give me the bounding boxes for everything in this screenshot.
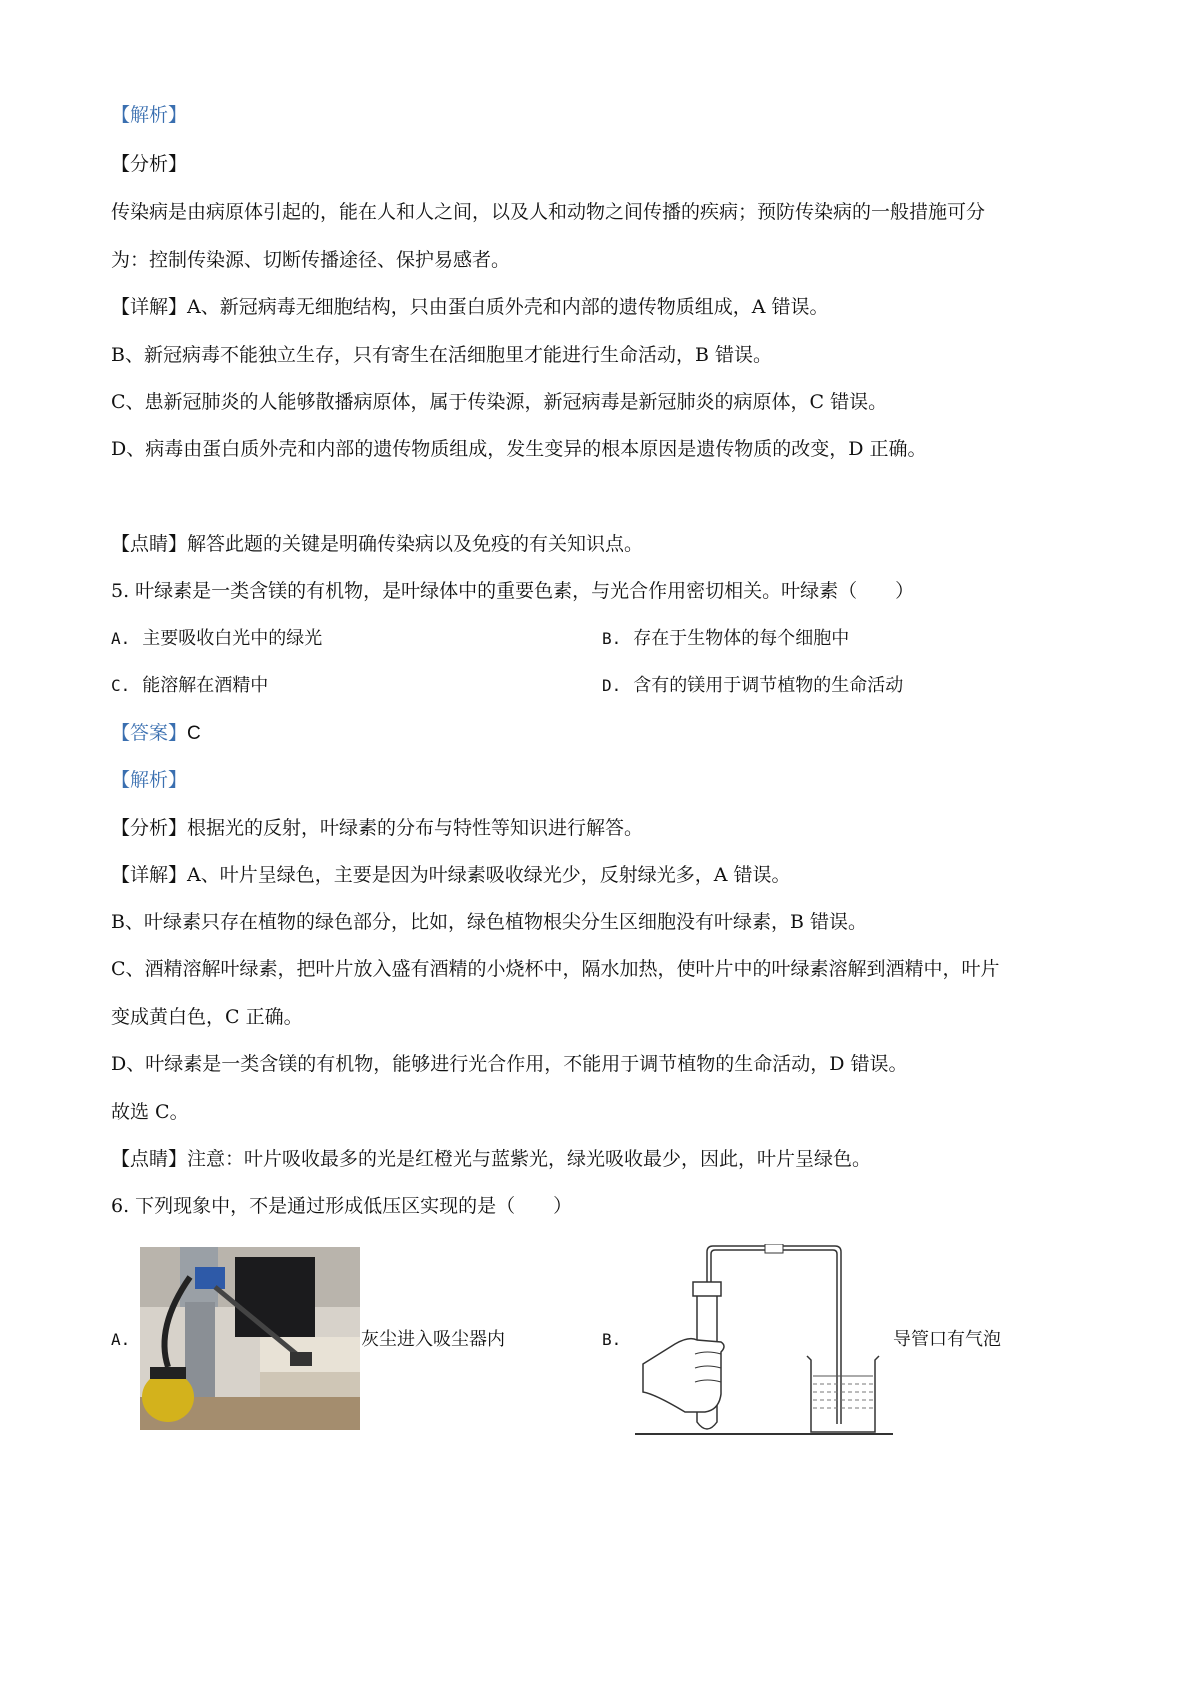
option-letter: B. xyxy=(602,1330,622,1349)
detail-line-c-cont: 变成黄白色，C 正确。 xyxy=(111,1006,303,1028)
q6-option-b-letter xyxy=(602,1327,633,1353)
option-letter: A. xyxy=(111,629,131,648)
key-point-line: 【点睛】注意：叶片吸收最多的光是红橙光与蓝紫光，绿光吸收最少，因此，叶片呈绿色。 xyxy=(111,1148,872,1170)
question-5: 5. 叶绿素是一类含镁的有机物，是叶绿体中的重要色素，与光合作用密切相关。叶绿素（ ） xyxy=(111,580,915,602)
option-text: 存在于生物体的每个细胞中 xyxy=(633,628,850,649)
paragraph-line: 为：控制传染源、切断传播途径、保护易感者。 xyxy=(111,249,511,271)
detail-line-a: 【详解】A、叶片呈绿色，主要是因为叶绿素吸收绿光少，反射绿光多，A 错误。 xyxy=(111,864,791,886)
detail-line-c: C、患新冠肺炎的人能够散播病原体，属于传染源，新冠病毒是新冠肺炎的病原体，C 错误。 xyxy=(111,391,888,413)
option-text: 主要吸收白光中的绿光 xyxy=(142,628,323,649)
detail-line-b: B、叶绿素只存在植物的绿色部分，比如，绿色植物根尖分生区细胞没有叶绿素，B 错误。 xyxy=(111,911,867,933)
detail-line-b: B、新冠病毒不能独立生存，只有寄生在活细胞里才能进行生命活动，B 错误。 xyxy=(111,344,772,366)
airtightness-test-diagram xyxy=(635,1244,895,1440)
option-letter: B. xyxy=(602,629,622,648)
section-label-analysis: 【解析】 xyxy=(111,769,188,791)
option-letter: D. xyxy=(602,676,622,695)
label-fenxi: 【分析】 xyxy=(111,153,188,175)
option-d xyxy=(602,673,903,699)
answer-label: 【答案】 xyxy=(111,722,188,744)
detail-line-d: D、叶绿素是一类含镁的有机物，能够进行光合作用，不能用于调节植物的生命活动，D 错误。 xyxy=(111,1053,908,1075)
detail-line-a: 【详解】A、新冠病毒无细胞结构，只由蛋白质外壳和内部的遗传物质组成，A 错误。 xyxy=(111,296,829,318)
option-c xyxy=(111,673,268,699)
detail-line-c: C、酒精溶解叶绿素，把叶片放入盛有酒精的小烧杯中，隔水加热，使叶片中的叶绿素溶解到酒精中，叶片 xyxy=(111,958,1000,980)
q6-option-a-letter xyxy=(111,1327,142,1353)
option-letter: A. xyxy=(111,1330,131,1349)
q6-option-b-text xyxy=(893,1327,1001,1353)
analysis-line: 【分析】根据光的反射，叶绿素的分布与特性等知识进行解答。 xyxy=(111,817,644,839)
option-text: 灰尘进入吸尘器内 xyxy=(361,1329,505,1350)
paragraph-line: 传染病是由病原体引起的，能在人和人之间，以及人和动物之间传播的疾病；预防传染病的一般措施可分 xyxy=(111,201,986,223)
option-letter: C. xyxy=(111,676,131,695)
key-point-line: 【点睛】解答此题的关键是明确传染病以及免疫的有关知识点。 xyxy=(111,533,644,555)
vacuum-cleaner-photo xyxy=(140,1247,360,1430)
option-b xyxy=(602,626,849,652)
option-a xyxy=(111,626,322,652)
q6-option-a-text xyxy=(361,1327,505,1353)
conclusion-line: 故选 C。 xyxy=(111,1101,189,1123)
option-text: 含有的镁用于调节植物的生命活动 xyxy=(633,675,904,696)
answer-value: C xyxy=(187,723,201,744)
question-6: 6. 下列现象中，不是通过形成低压区实现的是（ ） xyxy=(111,1195,573,1217)
detail-line-d: D、病毒由蛋白质外壳和内部的遗传物质组成，发生变异的根本原因是遗传物质的改变，D 正确。 xyxy=(111,438,927,460)
option-text: 导管口有气泡 xyxy=(893,1329,1001,1350)
answer-line xyxy=(111,720,201,747)
option-text: 能溶解在酒精中 xyxy=(142,675,269,696)
section-label-analysis: 【解析】 xyxy=(111,104,188,126)
